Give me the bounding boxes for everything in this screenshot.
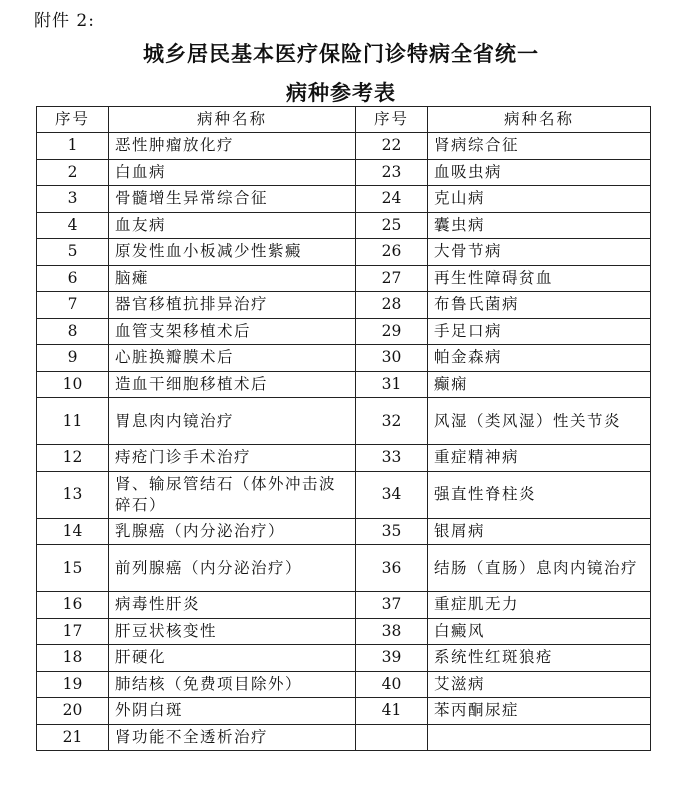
row-number-left: 13 <box>37 471 109 518</box>
row-number-right: 24 <box>356 186 428 213</box>
disease-name-right: 重症精神病 <box>428 445 651 472</box>
disease-name-right: 血吸虫病 <box>428 159 651 186</box>
row-number-left: 15 <box>37 545 109 592</box>
table-row <box>37 186 651 213</box>
row-number-left: 4 <box>37 212 109 239</box>
disease-name-right: 艾滋病 <box>428 671 651 698</box>
row-number-right: 36 <box>356 545 428 592</box>
row-number-left: 16 <box>37 592 109 619</box>
disease-name-left: 骨髓增生异常综合征 <box>109 186 356 213</box>
disease-name-right: 克山病 <box>428 186 651 213</box>
header-no-left: 序号 <box>37 107 109 133</box>
row-number-right: 35 <box>356 518 428 545</box>
table-row <box>37 545 651 592</box>
row-number-right: 29 <box>356 318 428 345</box>
disease-name-right: 癫痫 <box>428 371 651 398</box>
disease-name-left: 血管支架移植术后 <box>109 318 356 345</box>
row-number-right: 40 <box>356 671 428 698</box>
header-name-right: 病种名称 <box>428 107 651 133</box>
row-number-left: 6 <box>37 265 109 292</box>
row-number-left: 20 <box>37 698 109 725</box>
table-row <box>37 345 651 372</box>
disease-name-left: 血友病 <box>109 212 356 239</box>
disease-name-right: 银屑病 <box>428 518 651 545</box>
row-number-left: 11 <box>37 398 109 445</box>
row-number-left: 7 <box>37 292 109 319</box>
disease-name-right: 白癜风 <box>428 618 651 645</box>
table-row <box>37 239 651 266</box>
table-row <box>37 618 651 645</box>
row-number-left: 3 <box>37 186 109 213</box>
disease-name-left: 胃息肉内镜治疗 <box>109 398 356 445</box>
row-number-left: 1 <box>37 133 109 160</box>
disease-name-right: 大骨节病 <box>428 239 651 266</box>
disease-name-right <box>428 724 651 751</box>
attachment-label: 附件 2: <box>34 11 95 31</box>
row-number-left: 14 <box>37 518 109 545</box>
row-number-right: 27 <box>356 265 428 292</box>
table-row <box>37 292 651 319</box>
table-row <box>37 645 651 672</box>
disease-name-left: 前列腺癌（内分泌治疗） <box>109 545 356 592</box>
disease-name-right: 苯丙酮尿症 <box>428 698 651 725</box>
table-row <box>37 159 651 186</box>
disease-name-right: 肾病综合征 <box>428 133 651 160</box>
table-row <box>37 371 651 398</box>
table-row <box>37 212 651 239</box>
table-row <box>37 445 651 472</box>
disease-name-right: 帕金森病 <box>428 345 651 372</box>
disease-name-right: 再生性障碍贫血 <box>428 265 651 292</box>
row-number-right: 23 <box>356 159 428 186</box>
row-number-right: 32 <box>356 398 428 445</box>
table-body <box>37 133 651 751</box>
disease-name-right: 囊虫病 <box>428 212 651 239</box>
table-row <box>37 265 651 292</box>
disease-name-left: 心脏换瓣膜术后 <box>109 345 356 372</box>
row-number-right: 25 <box>356 212 428 239</box>
disease-name-left: 痔疮门诊手术治疗 <box>109 445 356 472</box>
table-row <box>37 592 651 619</box>
row-number-left: 10 <box>37 371 109 398</box>
disease-name-left: 肾、输尿管结石（体外冲击波碎石） <box>109 471 356 518</box>
row-number-left: 5 <box>37 239 109 266</box>
disease-name-right: 布鲁氏菌病 <box>428 292 651 319</box>
row-number-right: 38 <box>356 618 428 645</box>
row-number-right: 30 <box>356 345 428 372</box>
row-number-right: 34 <box>356 471 428 518</box>
disease-name-right: 重症肌无力 <box>428 592 651 619</box>
table-row <box>37 133 651 160</box>
row-number-right: 33 <box>356 445 428 472</box>
disease-name-left: 恶性肿瘤放化疗 <box>109 133 356 160</box>
disease-name-right: 结肠（直肠）息肉内镜治疗 <box>428 545 651 592</box>
disease-name-left: 外阴白斑 <box>109 698 356 725</box>
disease-name-left: 脑瘫 <box>109 265 356 292</box>
disease-name-right: 手足口病 <box>428 318 651 345</box>
disease-name-left: 造血干细胞移植术后 <box>109 371 356 398</box>
header-no-right: 序号 <box>356 107 428 133</box>
row-number-left: 19 <box>37 671 109 698</box>
disease-reference-table <box>36 106 651 751</box>
document-title-line-1: 城乡居民基本医疗保险门诊特病全省统一 <box>143 42 539 66</box>
row-number-right: 37 <box>356 592 428 619</box>
disease-name-left: 原发性血小板减少性紫癜 <box>109 239 356 266</box>
table-row <box>37 398 651 445</box>
disease-name-left: 肾功能不全透析治疗 <box>109 724 356 751</box>
header-name-left: 病种名称 <box>109 107 356 133</box>
disease-name-left: 肝硬化 <box>109 645 356 672</box>
document-title-line-2: 病种参考表 <box>286 81 396 105</box>
row-number-left: 2 <box>37 159 109 186</box>
disease-name-right: 系统性红斑狼疮 <box>428 645 651 672</box>
table-header-row <box>37 107 651 133</box>
row-number-left: 18 <box>37 645 109 672</box>
table-row <box>37 518 651 545</box>
row-number-left: 8 <box>37 318 109 345</box>
disease-name-left: 乳腺癌（内分泌治疗） <box>109 518 356 545</box>
table-row <box>37 471 651 518</box>
row-number-left: 12 <box>37 445 109 472</box>
disease-name-right: 风湿（类风湿）性关节炎 <box>428 398 651 445</box>
table-row <box>37 318 651 345</box>
row-number-left: 21 <box>37 724 109 751</box>
row-number-left: 9 <box>37 345 109 372</box>
table-row <box>37 671 651 698</box>
row-number-right <box>356 724 428 751</box>
disease-name-left: 白血病 <box>109 159 356 186</box>
disease-name-left: 器官移植抗排异治疗 <box>109 292 356 319</box>
row-number-right: 26 <box>356 239 428 266</box>
row-number-right: 39 <box>356 645 428 672</box>
table-row <box>37 698 651 725</box>
disease-name-right: 强直性脊柱炎 <box>428 471 651 518</box>
table-row <box>37 724 651 751</box>
row-number-right: 22 <box>356 133 428 160</box>
disease-name-left: 肺结核（免费项目除外） <box>109 671 356 698</box>
row-number-right: 31 <box>356 371 428 398</box>
disease-name-left: 病毒性肝炎 <box>109 592 356 619</box>
disease-name-left: 肝豆状核变性 <box>109 618 356 645</box>
row-number-left: 17 <box>37 618 109 645</box>
row-number-right: 28 <box>356 292 428 319</box>
row-number-right: 41 <box>356 698 428 725</box>
